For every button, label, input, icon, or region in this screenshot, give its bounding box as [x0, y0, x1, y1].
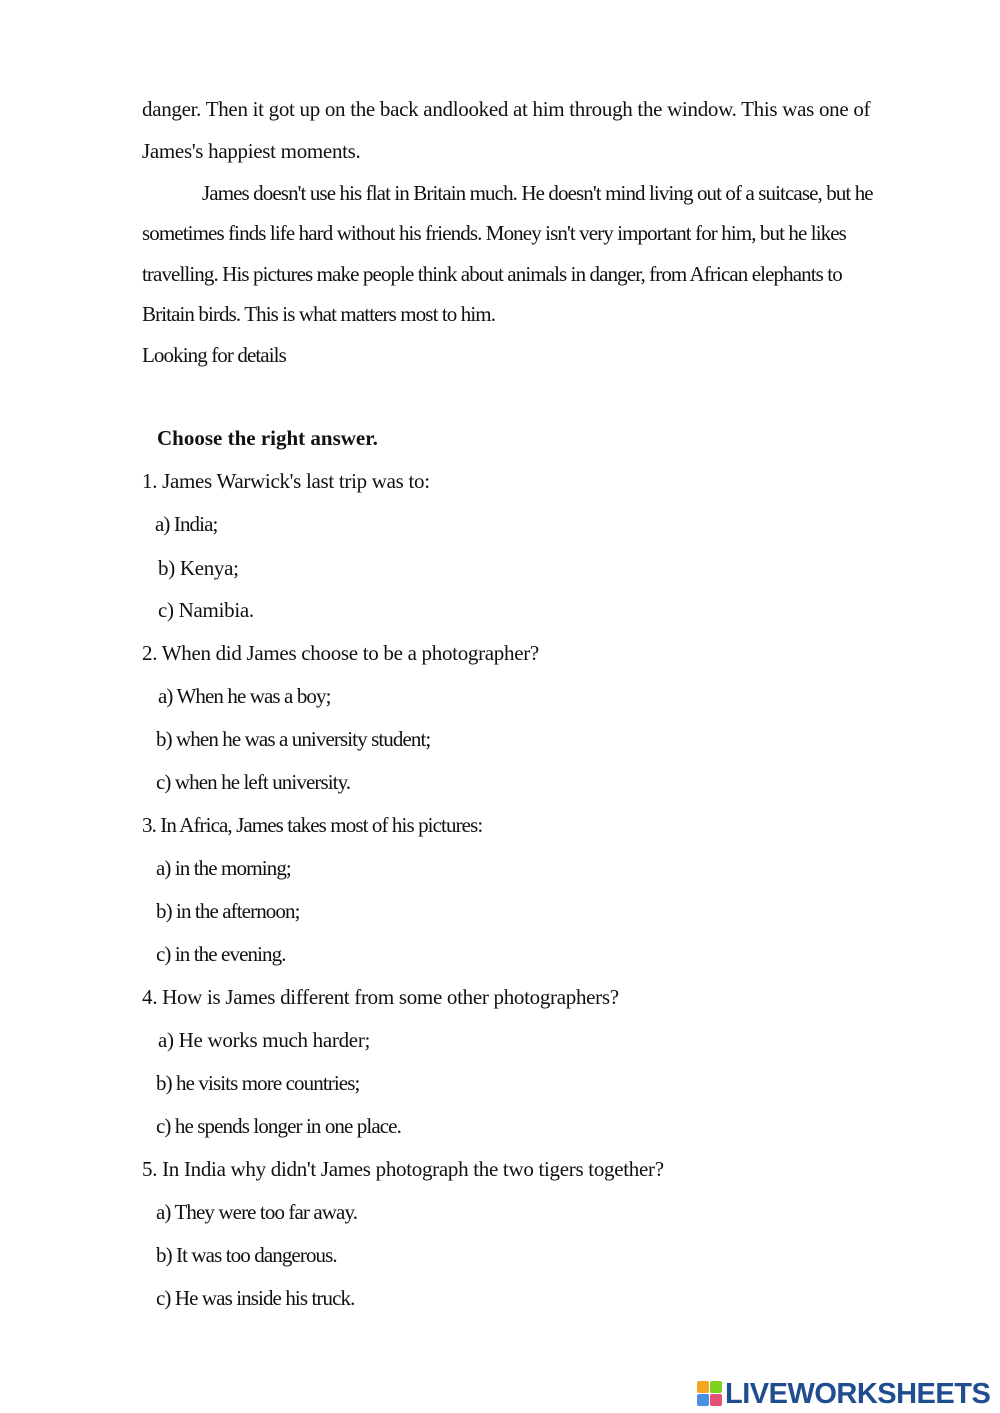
question-2-option-c: c) when he left university.	[156, 770, 351, 794]
passage-line-2: James's happiest moments.	[142, 139, 361, 163]
question-1-option-b: b) Kenya;	[158, 556, 239, 580]
brand-name: LIVEWORKSHEETS	[725, 1377, 991, 1410]
question-5: 5. In India why didn't James photograph the two tigers together?	[142, 1157, 664, 1181]
question-2-option-a: a) When he was a boy;	[158, 684, 331, 708]
question-3: 3. In Africa, James takes most of his pictures:	[142, 813, 483, 837]
question-4: 4. How is James different from some other photographers?	[142, 985, 619, 1009]
question-4-option-c: c) he spends longer in one place.	[156, 1114, 401, 1138]
passage-line-4: sometimes finds life hard without his friends. Money isn't very important for him, but he likes	[142, 221, 846, 245]
question-4-option-b: b) he visits more countries;	[156, 1071, 360, 1095]
question-5-option-b: b) It was too dangerous.	[156, 1243, 337, 1267]
question-5-option-c: c) He was inside his truck.	[156, 1286, 355, 1310]
liveworksheets-logo-icon	[697, 1381, 723, 1407]
question-1-option-a: a) India;	[155, 512, 218, 536]
question-5-option-a: a) They were too far away.	[156, 1200, 358, 1224]
question-1-option-c: c) Namibia.	[158, 598, 254, 622]
question-3-option-b: b) in the afternoon;	[156, 899, 300, 923]
question-3-option-a: a) in the morning;	[156, 856, 291, 880]
passage-line-5: travelling. His pictures make people think about animals in danger, from African elephants to	[142, 262, 842, 286]
liveworksheets-brand	[697, 1377, 990, 1411]
question-2-option-b: b) when he was a university student;	[156, 727, 431, 751]
section-title: Looking for details	[142, 343, 286, 367]
passage-line-6: Britain birds. This is what matters most to him.	[142, 302, 496, 326]
question-1: 1. James Warwick's last trip was to:	[142, 469, 430, 493]
question-2: 2. When did James choose to be a photographer?	[142, 641, 539, 665]
passage-line-1: danger. Then it got up on the back andlooked at him through the window. This was one of	[142, 97, 871, 121]
instruction-heading: Choose the right answer.	[157, 426, 378, 450]
question-4-option-a: a) He works much harder;	[158, 1028, 371, 1052]
question-3-option-c: c) in the evening.	[156, 942, 286, 966]
passage-line-3: James doesn't use his flat in Britain much. He doesn't mind living out of a suitcase, but he	[202, 181, 873, 205]
